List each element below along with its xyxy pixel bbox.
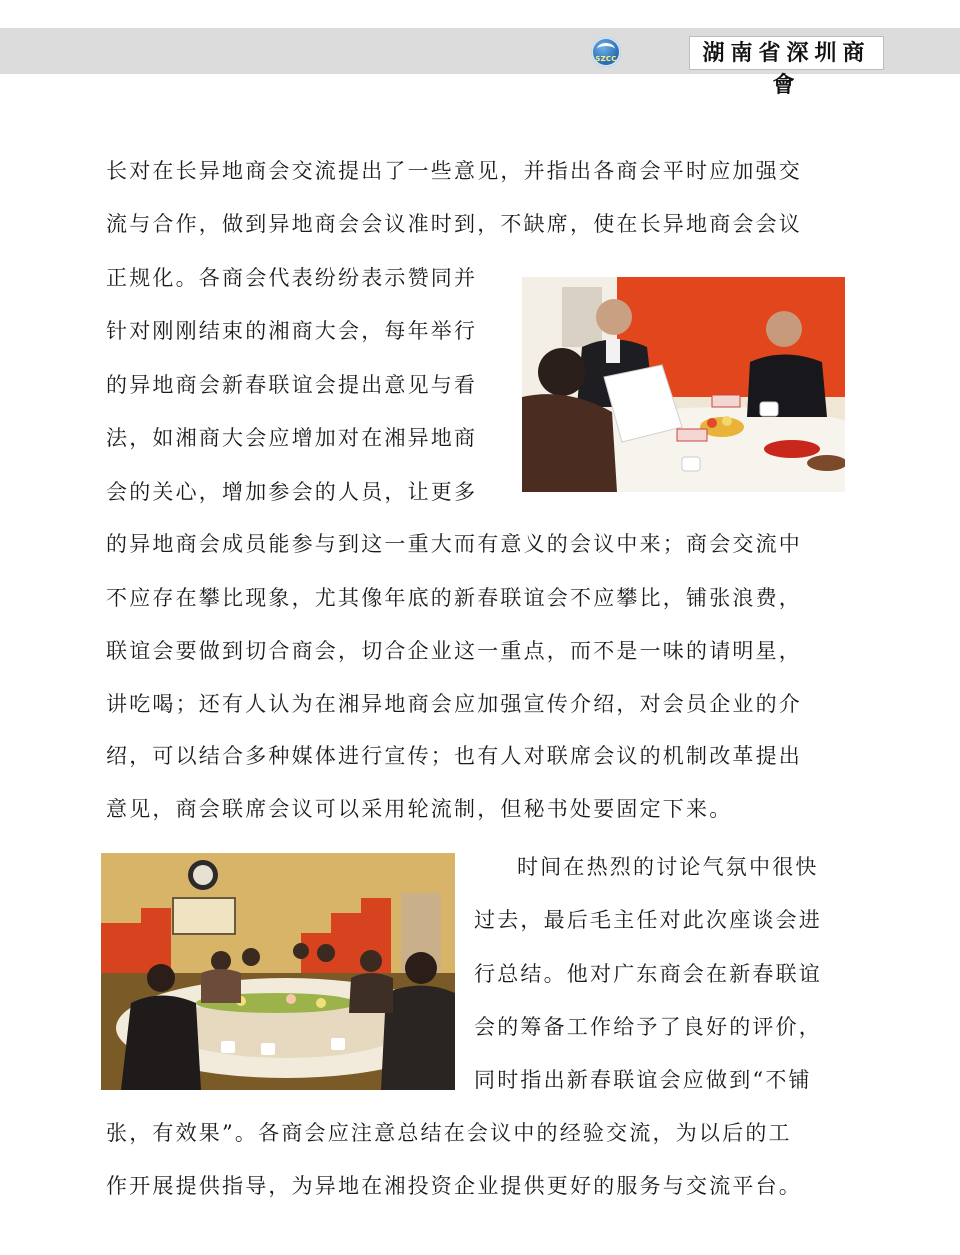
meeting-photo-closeup bbox=[522, 277, 845, 492]
text-line: 长对在长异地商会交流提出了一些意见，并指出各商会平时应加强交 bbox=[106, 159, 802, 183]
logo-text: SZCC bbox=[595, 55, 617, 63]
text-line: 会的关心，增加参会的人员，让更多 bbox=[106, 480, 478, 504]
text-line: 过去，最后毛主任对此次座谈会进 bbox=[474, 908, 822, 932]
text-line: 的异地商会成员能参与到这一重大而有意义的会议中来；商会交流中 bbox=[106, 532, 802, 556]
text-line: 法，如湘商大会应增加对在湘异地商 bbox=[106, 426, 478, 450]
text-line: 行总结。他对广东商会在新春联谊 bbox=[474, 962, 822, 986]
text-line: 不应存在攀比现象，尤其像年底的新春联谊会不应攀比，铺张浪费， bbox=[106, 586, 802, 610]
meeting-photo-closeup-illustration bbox=[522, 277, 845, 492]
text-line: 会的筹备工作给予了良好的评价， bbox=[474, 1015, 822, 1039]
text-line: 讲吃喝；还有人认为在湘异地商会应加强宣传介绍，对会员企业的介 bbox=[106, 692, 802, 716]
meeting-photo-room bbox=[101, 853, 455, 1090]
text-line: 时间在热烈的讨论气氛中很快 bbox=[517, 855, 819, 879]
text-line: 正规化。各商会代表纷纷表示赞同并 bbox=[106, 266, 478, 290]
brand-title: 湖南省深圳商會 bbox=[689, 36, 884, 70]
szcc-logo-icon bbox=[591, 37, 621, 67]
text-line: 同时指出新春联谊会应做到“不铺 bbox=[474, 1068, 812, 1092]
meeting-photo-room-illustration bbox=[101, 853, 455, 1090]
text-line: 绍，可以结合多种媒体进行宣传；也有人对联席会议的机制改革提出 bbox=[106, 744, 802, 768]
text-line: 联谊会要做到切合商会，切合企业这一重点，而不是一味的请明星， bbox=[106, 639, 802, 663]
text-line: 作开展提供指导，为异地在湘投资企业提供更好的服务与交流平台。 bbox=[106, 1174, 802, 1198]
text-line: 张，有效果”。各商会应注意总结在会议中的经验交流，为以后的工 bbox=[106, 1121, 792, 1145]
text-line: 针对刚刚结束的湘商大会，每年举行 bbox=[106, 319, 478, 343]
text-line: 的异地商会新春联谊会提出意见与看 bbox=[106, 373, 478, 397]
text-line: 流与合作，做到异地商会会议准时到，不缺席，使在长异地商会会议 bbox=[106, 212, 802, 236]
text-line: 意见，商会联席会议可以采用轮流制，但秘书处要固定下来。 bbox=[106, 797, 733, 821]
